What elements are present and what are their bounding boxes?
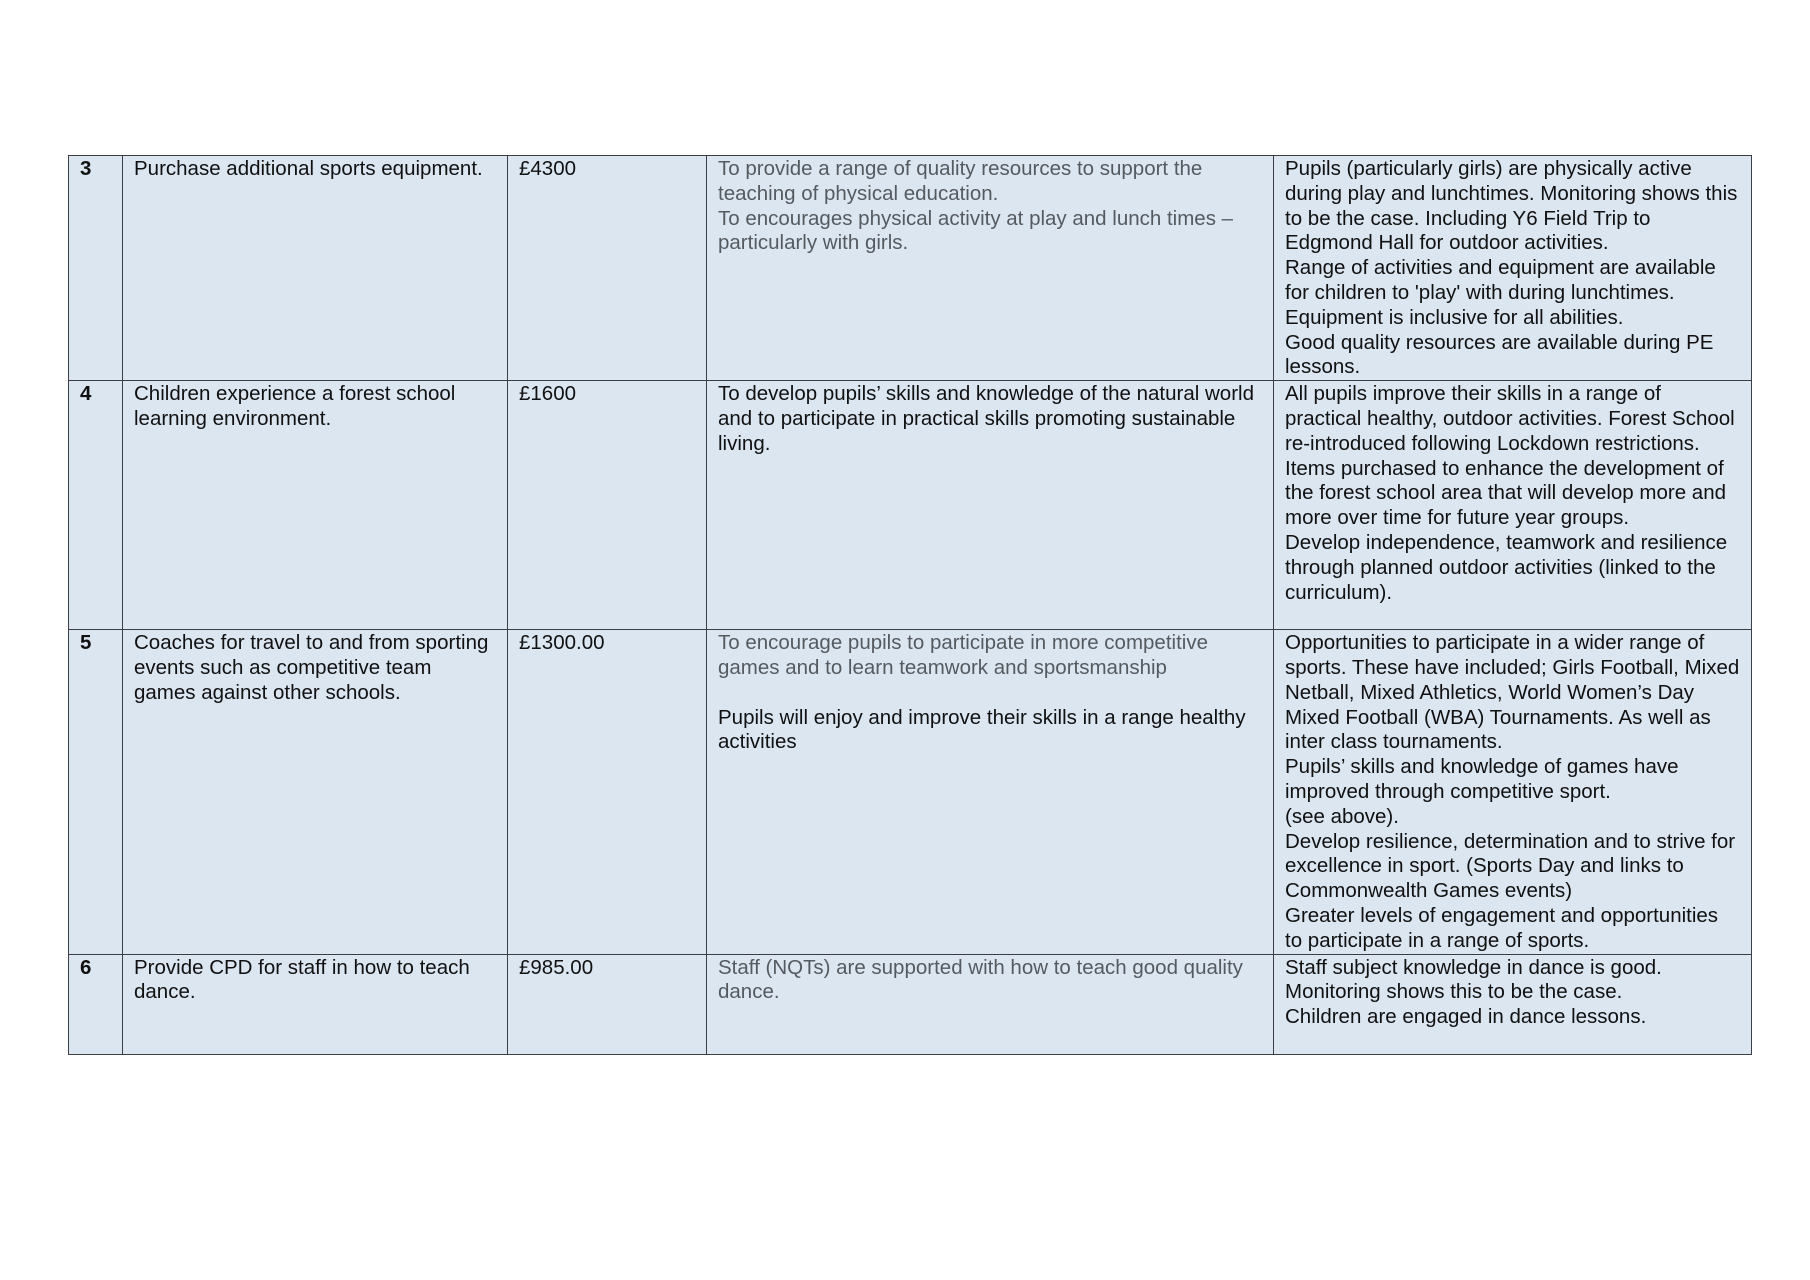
impact-line: Opportunities to participate in a wider range of sports. These have included; Girls Football, Mixed Netball, Mixed Athletics, World Women’s Day Mixed Football (WBA) Tournaments. As well as inter class tournaments. <box>1285 631 1740 754</box>
impact-cell <box>1274 156 1752 381</box>
cost-cell: £4300 <box>508 156 707 381</box>
cost-cell: £985.00 <box>508 954 707 1054</box>
intent-line: To develop pupils’ skills and knowledge of the natural world and to participate in practical skills promoting sustainable living. <box>718 382 1254 455</box>
intent-cell <box>707 381 1274 630</box>
impact-line: Pupils’ skills and knowledge of games have improved through competitive sport. <box>1285 755 1679 803</box>
impact-line: Develop resilience, determination and to strive for excellence in sport. (Sports Day and links to Commonwealth Games events) <box>1285 829 1736 903</box>
intent-line: Pupils will enjoy and improve their skills in a range healthy activities <box>718 705 1246 754</box>
impact-cell <box>1274 381 1752 630</box>
row-number: 3 <box>69 156 123 381</box>
impact-cell <box>1274 954 1752 1054</box>
table-row <box>69 954 1752 1054</box>
intent-cell <box>707 630 1274 954</box>
cost-cell: £1600 <box>508 381 707 630</box>
row-number: 5 <box>69 630 123 954</box>
intent-cell <box>707 954 1274 1054</box>
cost-cell: £1300.00 <box>508 630 707 954</box>
row-number: 4 <box>69 381 123 630</box>
impact-line: Equipment is inclusive for all abilities. <box>1285 305 1624 329</box>
impact-line: All pupils improve their skills in a range of practical healthy, outdoor activities. Forest School re-introduced following Lockdown restrictions. <box>1285 382 1735 455</box>
intent-line: To provide a range of quality resources to support the teaching of physical education. <box>718 157 1203 205</box>
action-cell: Provide CPD for staff in how to teach dance. <box>123 954 508 1054</box>
impact-line: Monitoring shows this to be the case. <box>1285 980 1623 1004</box>
impact-line: (see above). <box>1285 804 1399 828</box>
action-cell: Coaches for travel to and from sporting events such as competitive team games against other schools. <box>123 630 508 954</box>
intent-cell <box>707 156 1274 381</box>
action-cell: Children experience a forest school learning environment. <box>123 381 508 630</box>
impact-line: Range of activities and equipment are available for children to 'play' with during lunchtimes. <box>1285 256 1716 304</box>
paragraph-gap <box>718 681 1262 706</box>
impact-line: Items purchased to enhance the development of the forest school area that will develop more and more over time for future year groups. <box>1285 456 1727 530</box>
impact-line: Good quality resources are available during PE lessons. <box>1285 330 1714 379</box>
impact-line: Children are engaged in dance lessons. <box>1285 1005 1647 1029</box>
intent-line: Staff (NQTs) are supported with how to teach good quality dance. <box>718 955 1243 1004</box>
funding-plan-table <box>68 155 1752 1055</box>
impact-cell <box>1274 630 1752 954</box>
table-row <box>69 630 1752 954</box>
row-number: 6 <box>69 954 123 1054</box>
intent-line: To encourage pupils to participate in more competitive games and to learn teamwork and sportsmanship <box>718 631 1208 679</box>
impact-line: Pupils (particularly girls) are physically active during play and lunchtimes. Monitoring shows this to be the case. Including Y6 Field Trip to Edgmond Hall for outdoor activities. <box>1285 157 1738 255</box>
intent-line: To encourages physical activity at play and lunch times – particularly with girls. <box>718 206 1234 255</box>
impact-line: Develop independence, teamwork and resilience through planned outdoor activities (linked to the curriculum). <box>1285 530 1728 604</box>
table-row <box>69 381 1752 630</box>
table-row <box>69 156 1752 381</box>
impact-line: Greater levels of engagement and opportunities to participate in a range of sports. <box>1285 903 1719 952</box>
impact-line: Staff subject knowledge in dance is good. <box>1285 955 1662 979</box>
action-cell: Purchase additional sports equipment. <box>123 156 508 381</box>
